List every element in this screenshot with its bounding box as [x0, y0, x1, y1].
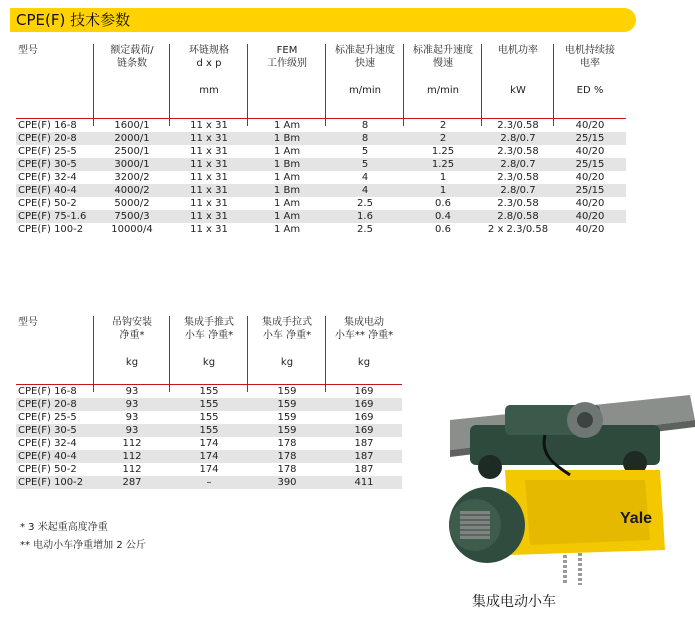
table2-cell: 159	[248, 424, 326, 437]
table1-cell: 1 Am	[273, 197, 301, 209]
table2-cell: 112	[122, 437, 142, 449]
table1-cell: 2.5	[357, 223, 373, 235]
column-divider	[481, 44, 482, 126]
table1-header-line: 电机持续接	[565, 45, 615, 56]
table1-header-line: 工作级别	[267, 58, 307, 69]
table-row	[16, 437, 402, 450]
table1-header-col-1	[94, 44, 170, 118]
table2-header-line: 型号	[18, 317, 38, 328]
table2-cell: 187	[354, 463, 374, 475]
table1-cell: 1 Am	[273, 171, 301, 183]
table1-cell: 11 x 31	[170, 158, 248, 171]
table1-header-col-7	[554, 44, 626, 118]
image-caption: 集成电动小车	[472, 594, 556, 610]
table1-cell: 0.6	[435, 197, 451, 209]
technical-parameters-table	[16, 44, 626, 236]
table-row	[16, 424, 402, 437]
table1-cell: 25/15	[554, 132, 626, 145]
table1-cell: 2.8/0.7	[482, 132, 554, 145]
table1-header-line	[18, 84, 94, 97]
table1-cell: 1 Bm	[248, 132, 326, 145]
table1-cell: 2	[404, 118, 482, 132]
table1-header-line: m/min	[427, 85, 459, 96]
table1-cell: 40/20	[554, 210, 626, 223]
table1-cell: 5	[361, 145, 369, 157]
column-divider	[169, 44, 170, 126]
table1-cell: 11 x 31	[170, 132, 248, 145]
table1-cell: CPE(F) 50-2	[18, 197, 77, 209]
table1-cell: 2500/1	[114, 145, 150, 157]
table1-cell: 11 x 31	[170, 184, 248, 197]
table1-cell: 2000/1	[94, 132, 170, 145]
table2-cell: 178	[277, 437, 297, 449]
table1-cell: 1.25	[431, 145, 455, 157]
table2-cell: 155	[199, 411, 219, 423]
table2-cell: –	[170, 476, 248, 489]
section-title: CPE(F) 技术参数	[10, 8, 636, 32]
table-row	[16, 223, 626, 236]
table2-cell: 169	[326, 398, 402, 411]
table1-cell: 1 Am	[248, 210, 326, 223]
table2-cell: 178	[248, 450, 326, 463]
table1-cell: 40/20	[575, 197, 605, 209]
table1-header-line: 额定载荷/	[110, 45, 154, 56]
table1-cell: 2 x 2.3/0.58	[487, 223, 549, 235]
table1-cell: CPE(F) 25-5	[18, 145, 77, 157]
table2-cell: 174	[199, 463, 219, 475]
table1-cell: 11 x 31	[190, 171, 228, 183]
table2-cell: 159	[248, 398, 326, 411]
table1-cell: 1.6	[326, 210, 404, 223]
table2-header-line: kg	[280, 357, 294, 368]
table2-cell: 159	[277, 411, 297, 423]
table2-header-line: kg	[125, 357, 139, 368]
table1-header-col-0	[16, 44, 94, 118]
table2-cell: 287	[94, 476, 170, 489]
table2-cell: 155	[170, 398, 248, 411]
table2-cell: CPE(F) 32-4	[18, 437, 77, 449]
table1-cell: 11 x 31	[190, 223, 228, 235]
table1-cell: 11 x 31	[170, 210, 248, 223]
table-row	[16, 476, 402, 489]
table2-cell: 174	[170, 450, 248, 463]
table1-cell: 11 x 31	[190, 197, 228, 209]
table2-header-line: 吊钩安装	[112, 317, 152, 328]
table2-header-line: kg	[357, 357, 371, 368]
table1-cell: 40/20	[554, 118, 626, 132]
table2-cell: CPE(F) 30-5	[16, 424, 94, 437]
table2-cell: 169	[326, 384, 402, 398]
table2-cell: CPE(F) 25-5	[18, 411, 77, 423]
table2-header-line: 小车** 净重*	[334, 330, 394, 341]
table2-cell: 411	[326, 476, 402, 489]
table1-cell: 0.4	[404, 210, 482, 223]
table1-cell: 1.25	[404, 158, 482, 171]
table1-cell: 40/20	[575, 223, 605, 235]
table1-header-col-5	[404, 44, 482, 118]
table2-header-col-3	[248, 316, 326, 384]
table1-cell: 3000/1	[94, 158, 170, 171]
table1-cell: CPE(F) 32-4	[18, 171, 77, 183]
table1-cell: 11 x 31	[170, 118, 248, 132]
table2-cell: 174	[199, 437, 219, 449]
table-row	[16, 398, 402, 411]
table1-header-col-6	[482, 44, 554, 118]
table2-cell: 187	[326, 450, 402, 463]
table-row	[16, 411, 402, 424]
footnote-motor-trolley: ** 电动小车净重增加 2 公斤	[20, 540, 146, 551]
table-row	[16, 463, 402, 476]
table1-header-line	[94, 84, 170, 97]
table2-header-line	[18, 356, 94, 369]
table1-cell: CPE(F) 20-8	[16, 132, 94, 145]
table1-cell: 2	[404, 132, 482, 145]
table1-cell: 7500/3	[94, 210, 170, 223]
table1-header-line	[18, 57, 94, 70]
table-row	[16, 210, 626, 223]
table2-header-line: 净重*	[119, 330, 145, 341]
table1-header-line: mm	[199, 85, 219, 96]
table1-header-line: 慢速	[433, 58, 453, 69]
table2-cell: 390	[248, 476, 326, 489]
table1-cell: 2.3/0.58	[497, 145, 539, 157]
table1-cell: 25/15	[554, 184, 626, 197]
table2-header-line: 集成手拉式	[262, 317, 312, 328]
table1-cell: 8	[326, 118, 404, 132]
table2-cell: 93	[94, 398, 170, 411]
table-row	[16, 158, 626, 171]
table2-header-line: 集成电动	[344, 317, 384, 328]
table1-cell: 2.8/0.58	[482, 210, 554, 223]
table1-cell: 5	[326, 158, 404, 171]
table1-cell: 1 Bm	[248, 158, 326, 171]
table1-cell: 8	[326, 132, 404, 145]
table1-header-line: 电率	[580, 58, 600, 69]
table1-cell: 3200/2	[114, 171, 150, 183]
column-divider	[325, 44, 326, 126]
table1-cell: CPE(F) 75-1.6	[16, 210, 94, 223]
table1-cell: 1600/1	[94, 118, 170, 132]
table1-header-line: m/min	[349, 85, 381, 96]
table2-cell: 187	[354, 437, 374, 449]
table1-cell: CPE(F) 100-2	[18, 223, 84, 235]
table2-cell: CPE(F) 20-8	[16, 398, 94, 411]
table1-header-line: 标准起升速度	[335, 45, 395, 56]
table2-cell: 93	[125, 411, 139, 423]
column-divider	[247, 316, 248, 392]
table1-header-line: 环链规格	[189, 45, 229, 56]
table2-header-line: 小车 净重*	[184, 330, 234, 341]
table2-cell: 112	[94, 450, 170, 463]
table2-cell: CPE(F) 40-4	[16, 450, 94, 463]
column-divider	[553, 44, 554, 126]
table2-cell: 155	[170, 384, 248, 398]
table1-cell: 2.3/0.58	[497, 171, 539, 183]
yale-logo: Yale	[620, 510, 653, 527]
footnote-net-weight: * 3 米起重高度净重	[20, 522, 108, 533]
table2-header-col-0	[16, 316, 94, 384]
table1-header-line: FEM	[276, 45, 298, 56]
table2-cell: 155	[170, 424, 248, 437]
table1-cell: CPE(F) 16-8	[16, 118, 94, 132]
table2-cell: 169	[354, 411, 374, 423]
table1-cell: 1 Bm	[248, 184, 326, 197]
table1-cell: 2.5	[357, 197, 373, 209]
column-divider	[93, 44, 94, 126]
table1-header-line: d x p	[196, 58, 222, 69]
table1-cell: 2.3/0.58	[482, 118, 554, 132]
table2-cell: CPE(F) 16-8	[16, 384, 94, 398]
table2-cell: CPE(F) 50-2	[18, 463, 77, 475]
table1-header-col-3	[248, 44, 326, 118]
table2-cell: 93	[94, 424, 170, 437]
table2-header-line	[18, 329, 94, 342]
table-row	[16, 184, 626, 197]
table2-cell: 169	[326, 424, 402, 437]
table2-cell: 159	[248, 384, 326, 398]
table1-cell: 5000/2	[114, 197, 150, 209]
table1-cell: CPE(F) 40-4	[16, 184, 94, 197]
table1-cell: 25/15	[554, 158, 626, 171]
table1-header-col-2	[170, 44, 248, 118]
table1-cell: 11 x 31	[190, 145, 228, 157]
table2-cell: 178	[277, 463, 297, 475]
table2-header-col-1	[94, 316, 170, 384]
table-row	[16, 132, 626, 145]
table-row	[16, 171, 626, 184]
table1-header-line: ED %	[576, 85, 604, 96]
table-row	[16, 450, 402, 463]
table1-cell: 40/20	[575, 145, 605, 157]
table1-cell: 1	[439, 171, 447, 183]
table2-header-line: kg	[202, 357, 216, 368]
table-row	[16, 118, 626, 132]
table1-header-line: 链条数	[117, 58, 147, 69]
column-divider	[247, 44, 248, 126]
column-divider	[325, 316, 326, 392]
table-row	[16, 197, 626, 210]
table1-cell: 4	[361, 171, 369, 183]
table1-cell: 10000/4	[111, 223, 153, 235]
table1-cell: 2.8/0.7	[482, 158, 554, 171]
table1-cell: 0.6	[435, 223, 451, 235]
weight-table	[16, 316, 402, 489]
table-row	[16, 384, 402, 398]
table1-header-line	[482, 57, 554, 70]
table1-cell: 40/20	[575, 171, 605, 183]
table1-header-line: 快速	[355, 58, 375, 69]
table1-cell: 2.3/0.58	[497, 197, 539, 209]
table1-header-line: 型号	[18, 45, 38, 56]
table1-cell: 4	[326, 184, 404, 197]
column-divider	[403, 44, 404, 126]
table2-cell: CPE(F) 100-2	[16, 476, 94, 489]
table2-cell: 112	[122, 463, 142, 475]
table1-cell: 1 Am	[248, 118, 326, 132]
table1-cell: CPE(F) 30-5	[16, 158, 94, 171]
table1-header-line	[248, 84, 326, 97]
table-row	[16, 145, 626, 158]
table1-cell: 1 Am	[273, 223, 301, 235]
table2-header-line: 小车 净重*	[262, 330, 312, 341]
column-divider	[93, 316, 94, 392]
table2-header-col-2	[170, 316, 248, 384]
table1-cell: 1 Am	[273, 145, 301, 157]
table1-cell: 2.8/0.7	[482, 184, 554, 197]
table2-cell: 93	[94, 384, 170, 398]
table1-header-col-4	[326, 44, 404, 118]
table1-cell: 4000/2	[94, 184, 170, 197]
table1-cell: 1	[404, 184, 482, 197]
table1-header-line: 电机功率	[498, 45, 538, 56]
column-divider	[169, 316, 170, 392]
table1-header-line: 标准起升速度	[413, 45, 473, 56]
table2-header-line: 集成手推式	[184, 317, 234, 328]
hoist-trolley-image	[445, 375, 695, 585]
table1-header-line: kW	[510, 85, 526, 96]
table2-header-col-4	[326, 316, 402, 384]
